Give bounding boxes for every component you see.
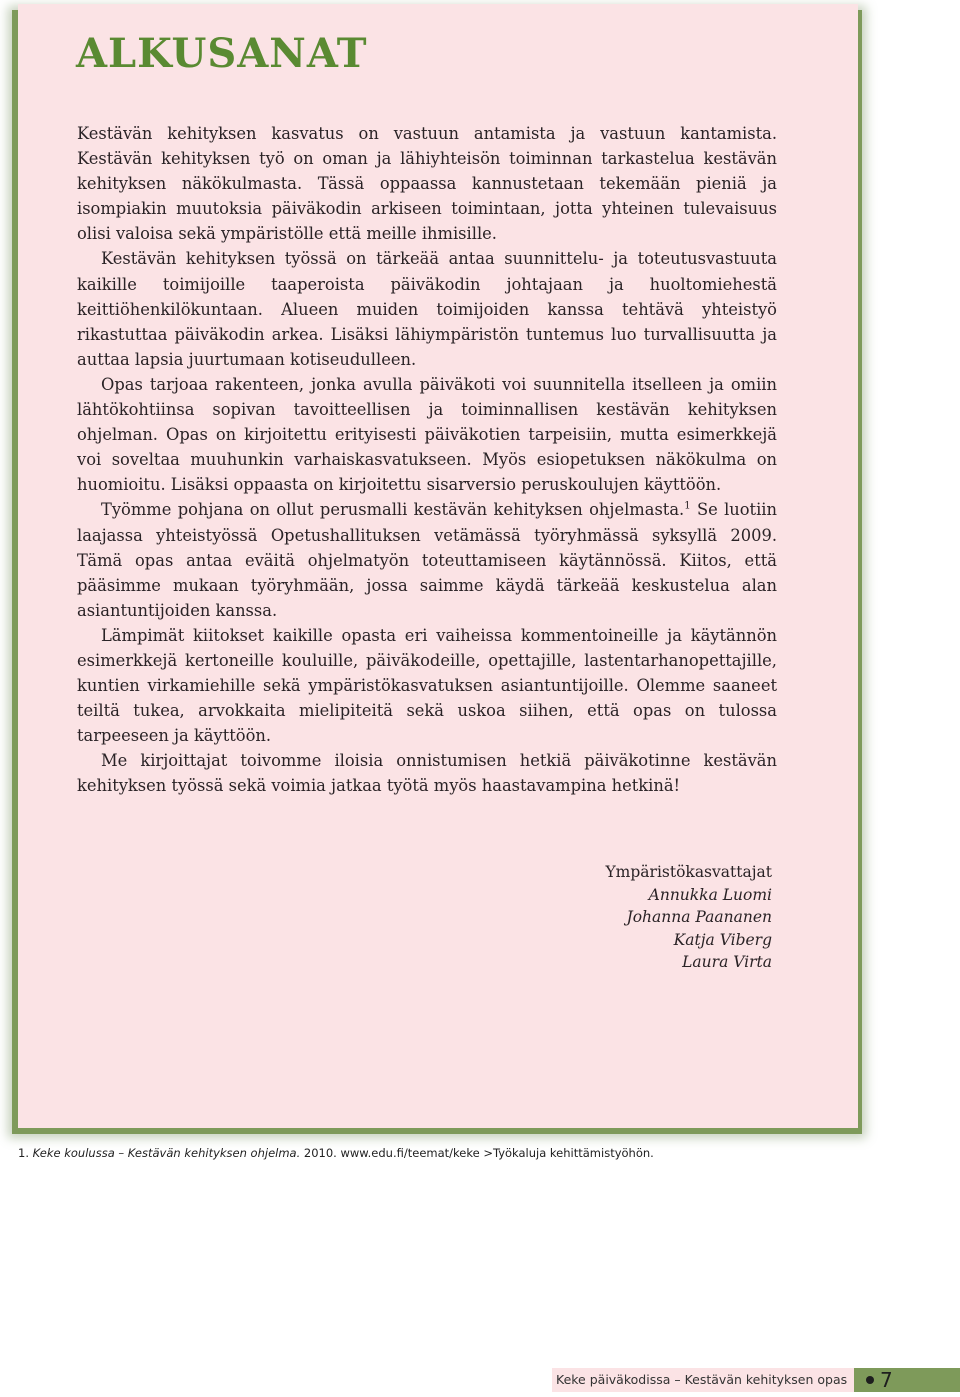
signature-name: Annukka Luomi (648, 885, 772, 904)
paragraph-4-before: Työmme pohjana on ollut perusmalli kestävän kehityksen ohjelmasta. (101, 500, 685, 520)
footnote-title: Keke koulussa – Kestävän kehityksen ohjelma. (32, 1146, 301, 1160)
paragraph-2: Kestävän kehityksen työssä on tärkeää antaa suunnittelu- ja toteutusvastuuta kaikille toimijoille taaperoista päiväkodin johtajaan ja huoltomiehestä keittiöhenkilökuntaan. Alueen muiden toimijoiden kanssa tehtävä yhteistyö rikastuttaa päiväkodin arkea. Lisäksi lähiympäristön tuntemus luo turvallisuutta ja auttaa lapsia juurtumaan kotiseudulleen. (77, 249, 777, 369)
footnote-rest: 2010. www.edu.fi/teemat/keke >Työkaluja kehittämistyöhön. (300, 1146, 654, 1160)
signature-name: Katja Viberg (673, 930, 772, 949)
paragraph-3: Opas tarjoaa rakenteen, jonka avulla päiväkoti voi suunnitella itselleen ja omiin lähtökohtiinsa sopivan tavoitteellisen ja toiminnallisen kestävän kehityksen ohjelman. Opas on kirjoitettu erityisesti päiväkotien tarpeisiin, mutta esimerkkejä voi soveltaa muuhunkin varhaiskasvatukseen. Myös esiopetuksen näkökulma on huomioitu. Lisäksi oppaasta on kirjoitettu sisarversio peruskoulujen käyttöön. (77, 374, 777, 495)
paragraph-6: Me kirjoittajat toivomme iloisia onnistumisen hetkiä päiväkotinne kestävän kehityksen työssä sekä voimia jatkaa työtä myös haastavampina hetkinä! (77, 751, 777, 796)
paragraph-4-after: Se luotiin laajassa yhteistyössä Opetushallituksen vetämässä työryhmässä syksyllä 2009. Tämä opas antaa eväitä ohjelmatyön toteuttamiseen käytännössä. Kiitos, että pääsimme mukaan työryhmään, jossa saimme käydä tärkeää keskustelua alan asiantuntijoiden kanssa. (77, 500, 778, 620)
signature-role: Ympäristökasvattajat (605, 863, 772, 881)
body-text (77, 121, 777, 799)
footnote (18, 1146, 654, 1160)
signature-name: Johanna Paananen (626, 908, 772, 926)
page-title: ALKUSANAT (76, 30, 368, 77)
footer-label: Keke päiväkodissa – Kestävän kehityksen opas (552, 1368, 854, 1392)
bullet-icon (866, 1376, 874, 1384)
signature-name: Laura Virta (682, 953, 772, 971)
footnote-ref: 1 (684, 500, 691, 512)
paragraph-4 (77, 497, 777, 622)
paragraph-1: Kestävän kehityksen kasvatus on vastuun antamista ja vastuun kantamista. Kestävän kehityksen työ on oman ja lähiyhteisön toiminnan tarkastelua kestävän kehityksen näkökulmasta. Tässä oppaassa kannustetaan tekemään pieniä ja isompiakin muutoksia päiväkodin arkiseen toimintaan, jotta yhteinen tulevaisuus olisi valoisa sekä ympäristölle että meille ihmisille. (77, 124, 777, 244)
signature (605, 861, 772, 974)
page-number-box (854, 1368, 960, 1392)
page-footer (552, 1368, 960, 1392)
page-number: 7 (880, 1368, 893, 1392)
paragraph-5: Lämpimät kiitokset kaikille opasta eri vaiheissa kommentoineille ja käytännön esimerkkejä kertoneille kouluille, päiväkodeille, opettajille, lastentarhanopettajille, kuntien virkamiehille sekä ympäristökasvatuksen asiantuntijoille. Olemme saaneet teiltä tukea, arvokkaita mielipiteitä sekä uskoa siihen, että opas on tulossa tarpeeseen ja käyttöön. (77, 625, 777, 746)
footnote-number: 1. (18, 1146, 29, 1160)
